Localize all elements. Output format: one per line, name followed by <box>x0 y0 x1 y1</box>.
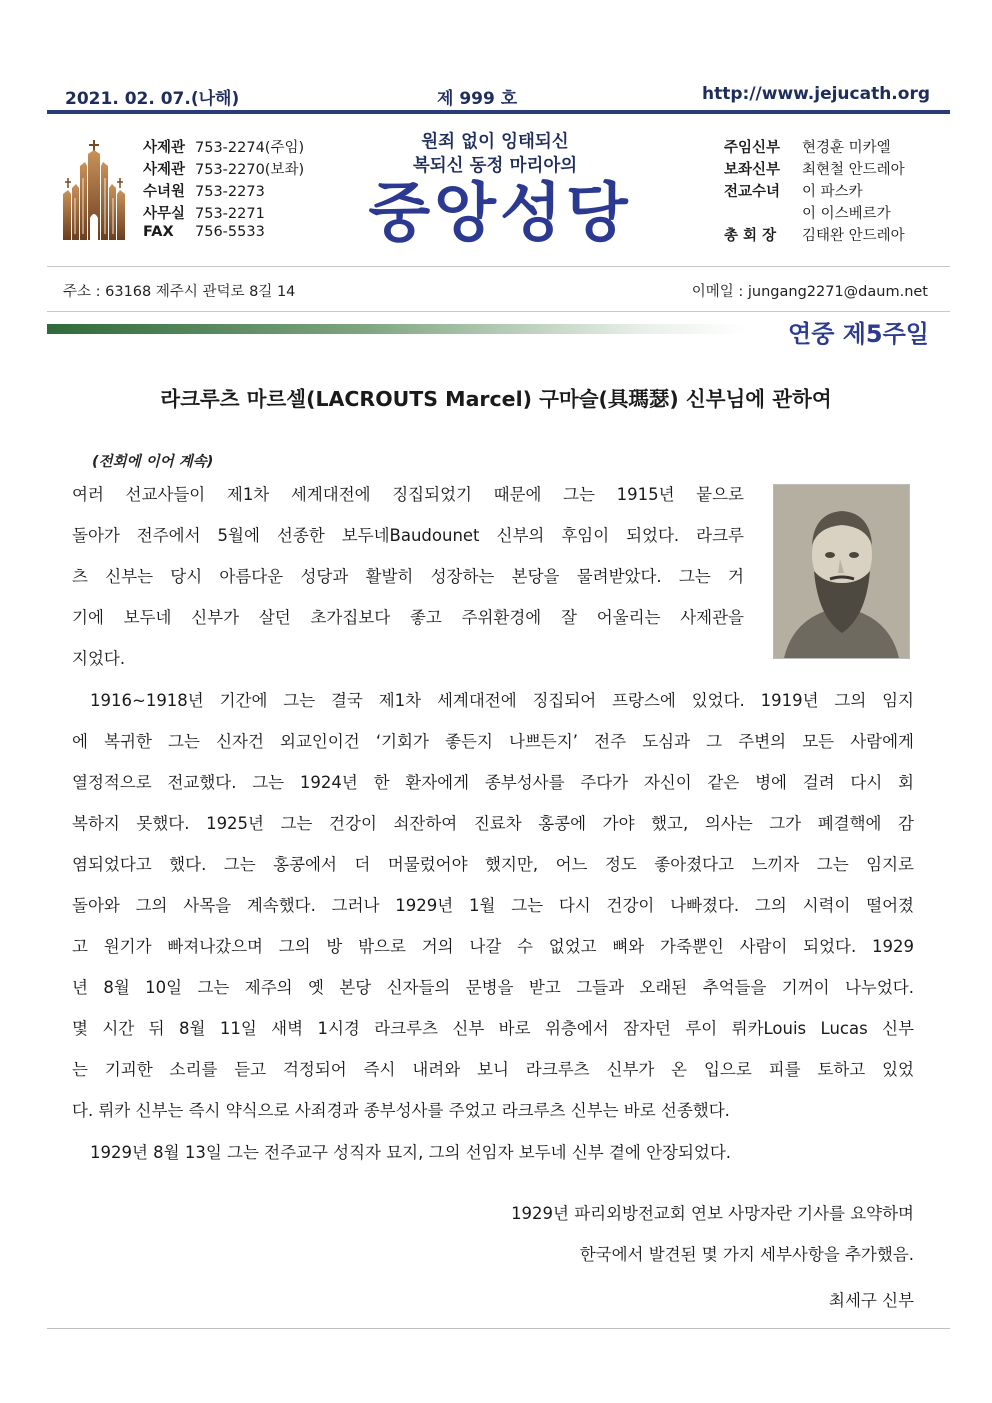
source-note-line-1: 1929년 파리외방전교회 연보 사망자란 기사를 요약하며 <box>511 1204 914 1223</box>
church-name-title: 중앙성당 <box>368 176 632 251</box>
paragraph-line: 복하지 못했다. 1925년 그는 건강이 쇠잔하여 진료차 홍콩에 가야 했고, 의사는 그가 폐결핵에 감 <box>72 814 914 833</box>
contact-value: 753-2274(주임) <box>195 140 305 156</box>
contact-label: 사제관 <box>143 140 186 156</box>
contact-row <box>143 202 333 224</box>
motto-line-2: 복되신 동정 마리아의 <box>412 156 578 176</box>
paragraph-line: 고 원기가 빠져나갔으며 그의 방 밖으로 거의 나갈 수 없었고 뼈와 가죽뿐인 사람이 되었다. 1929 <box>72 937 914 956</box>
contact-row <box>143 136 333 158</box>
contact-label: 사무실 <box>143 206 186 222</box>
staff-name: 최현철 안드레아 <box>802 162 905 178</box>
staff-row <box>724 180 954 202</box>
contact-label: FAX <box>143 224 174 240</box>
contact-row <box>143 180 333 202</box>
paragraph-line: 몇 시간 뒤 8월 11일 새벽 1시경 라크루츠 신부 바로 위층에서 잠자던 루이 뤼카Louis Lucas 신부 <box>72 1019 914 1038</box>
contact-label: 수녀원 <box>143 184 186 200</box>
paragraph-line: 다. 뤼카 신부는 즉시 약식으로 사죄경과 종부성사를 주었고 라크루츠 신부는 바로 선종했다. <box>72 1101 730 1120</box>
staff-role: 주임신부 <box>724 140 781 156</box>
staff-row <box>724 224 954 246</box>
motto-line-1: 원죄 없이 잉태되신 <box>421 132 569 152</box>
staff-role: 총 회 장 <box>724 228 777 244</box>
paragraph-line: 돌아가 전주에서 5월에 선종한 보두네Baudounet 신부의 후임이 되었다. 라크루 <box>72 526 744 545</box>
website-url[interactable]: http://www.jejucath.org <box>702 84 930 104</box>
staff-name: 이 이스베르가 <box>802 206 891 222</box>
article-author: 최세구 신부 <box>829 1291 914 1310</box>
paragraph-line: 1929년 8월 13일 그는 전주교구 성직자 묘지, 그의 선임자 보두네 신부 곁에 안장되었다. <box>90 1143 732 1162</box>
source-note-line-2: 한국에서 발견된 몇 가지 세부사항을 추가했음. <box>579 1245 914 1264</box>
contact-row <box>143 158 333 180</box>
staff-row <box>724 158 954 180</box>
staff-list <box>724 136 954 246</box>
staff-name: 김태완 안드레아 <box>802 228 905 244</box>
top-bar <box>47 80 950 114</box>
paragraph-line: 돌아와 그의 사목을 계속했다. 그러나 1929년 1월 그는 다시 건강이 나빠졌다. 그의 시력이 떨어졌 <box>72 896 914 915</box>
paragraph-line: 지었다. <box>72 649 126 668</box>
cathedral-logo-icon <box>58 138 130 240</box>
church-motto <box>350 130 640 178</box>
church-email[interactable]: 이메일 : jungang2271@daum.net <box>691 284 928 300</box>
contact-label: 사제관 <box>143 162 186 178</box>
church-address: 주소 : 63168 제주시 관덕로 8길 14 <box>63 284 296 300</box>
issue-number: 제 999 호 <box>437 89 518 109</box>
paragraph-line: 열정적으로 전교했다. 그는 1924년 한 환자에게 종부성사를 주다가 자신이 같은 병에 걸려 다시 회 <box>72 773 914 792</box>
paragraph-line: 1916~1918년 기간에 그는 결국 제1차 세계대전에 징집되어 프랑스에 있었다. 1919년 그의 임지 <box>90 691 914 710</box>
staff-row <box>724 202 954 224</box>
staff-role: 보좌신부 <box>724 162 781 178</box>
staff-role: 전교수녀 <box>724 184 781 200</box>
continued-note: (전회에 이어 계속) <box>92 454 214 470</box>
paragraph-line: 염되었다고 했다. 그는 홍콩에서 더 머물렀어야 했지만, 어느 정도 좋아졌다고 느끼자 그는 임지로 <box>72 855 914 874</box>
staff-name: 이 파스카 <box>802 184 863 200</box>
contact-value: 753-2273 <box>195 184 265 200</box>
paragraph-line: 에 복귀한 그는 신자건 외교인이건 ‘기회가 좋든지 나쁘든지’ 전주 도심과 그 주변의 모든 사람에게 <box>72 732 914 751</box>
contact-value: 756-5533 <box>195 224 265 240</box>
contact-value: 753-2271 <box>195 206 265 222</box>
staff-name: 현경훈 미카엘 <box>802 140 891 156</box>
liturgical-sunday: 연중 제5주일 <box>788 320 929 348</box>
contact-value: 753-2270(보좌) <box>195 162 305 178</box>
contact-list <box>143 136 333 246</box>
priest-portrait-photo <box>773 484 910 659</box>
green-gradient-divider <box>47 324 747 334</box>
address-bar <box>47 266 950 312</box>
paragraph-line: 년 8월 10일 그는 제주의 옛 본당 신자들의 문병을 받고 그들과 오래된 추억들을 기꺼이 나누었다. <box>72 978 914 997</box>
article-title: 라크루츠 마르셀(LACROUTS Marcel) 구마슬(具瑪瑟) 신부님에 관하여 <box>160 387 832 411</box>
paragraph-line: 여러 선교사들이 제1차 세계대전에 징집되었기 때문에 그는 1915년 뭍으로 <box>72 485 744 504</box>
staff-row <box>724 136 954 158</box>
paragraph-line: 는 기괴한 소리를 듣고 걱정되어 즉시 내려와 보니 라크루츠 신부가 온 입으로 피를 토하고 있었 <box>72 1060 914 1079</box>
paragraph-line: 기에 보두네 신부가 살던 초가집보다 좋고 주위환경에 잘 어울리는 사제관을 <box>72 608 744 627</box>
issue-date: 2021. 02. 07.(나해) <box>65 89 240 109</box>
contact-row <box>143 224 333 246</box>
footer-divider <box>47 1328 950 1329</box>
header-divider <box>47 110 950 114</box>
paragraph-line: 츠 신부는 당시 아름다운 성당과 활발히 성장하는 본당을 물려받았다. 그는 거 <box>72 567 744 586</box>
